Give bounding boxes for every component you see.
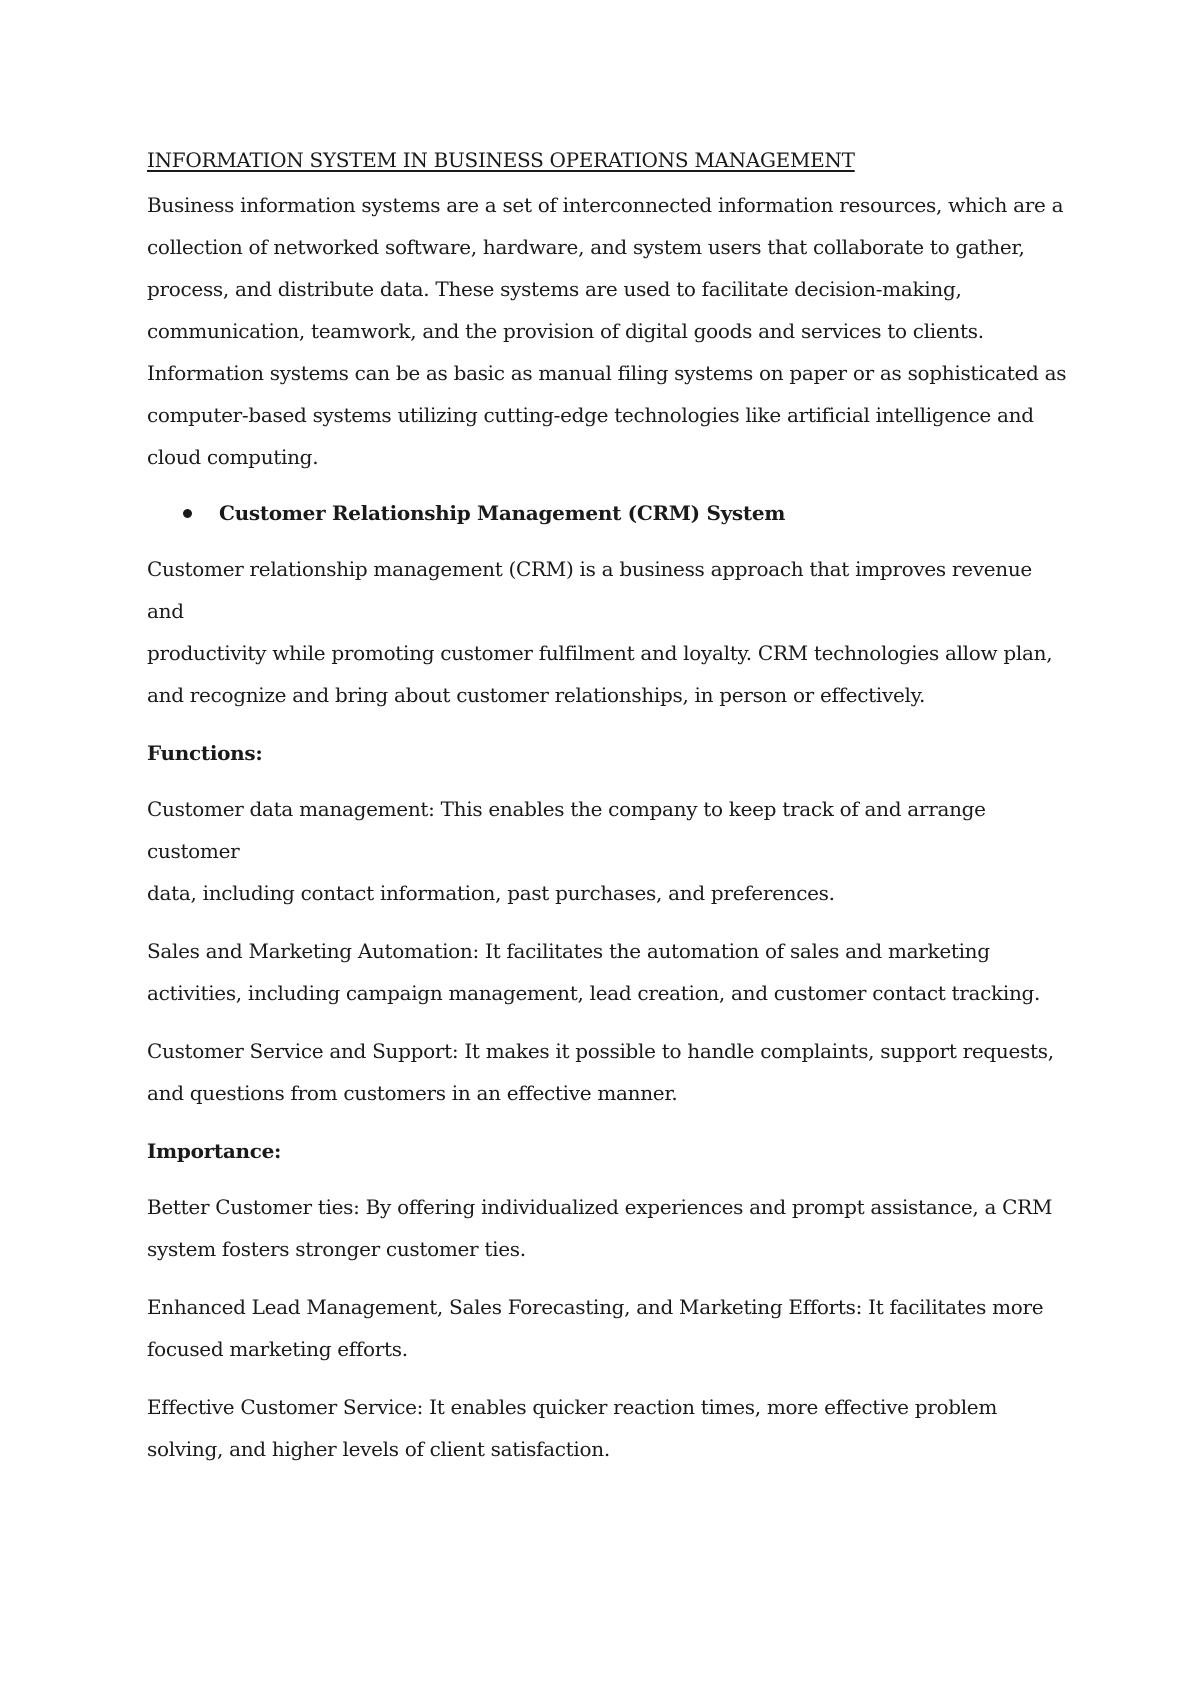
crm-paragraph: [147, 548, 1067, 716]
crm-line: Customer relationship management (CRM) is a business approach that improves revenue and: [147, 557, 1032, 623]
intro-line: Information systems can be as basic as manual filing systems on paper or as sophisticated as: [147, 361, 1067, 385]
function-line: Customer data management: This enables the company to keep track of and arrange customer: [147, 797, 986, 863]
function-line: data, including contact information, past purchases, and preferences.: [147, 881, 835, 905]
function-line: and questions from customers in an effective manner.: [147, 1081, 678, 1105]
bullet-icon: [183, 509, 192, 518]
function-paragraph: [147, 930, 1067, 1014]
importance-line: Enhanced Lead Management, Sales Forecasting, and Marketing Efforts: It facilitates more: [147, 1295, 1044, 1319]
importance-line: Better Customer ties: By offering individualized experiences and prompt assistance, a CRM: [147, 1195, 1053, 1219]
importance-paragraph: [147, 1386, 1067, 1470]
importance-heading: Importance:: [147, 1139, 282, 1163]
intro-line: process, and distribute data. These systems are used to facilitate decision-making,: [147, 277, 962, 301]
intro-line: computer-based systems utilizing cutting-edge technologies like artificial intelligence and: [147, 403, 1034, 427]
function-paragraph: [147, 788, 1067, 914]
functions-heading: Functions:: [147, 741, 263, 765]
function-line: activities, including campaign management, lead creation, and customer contact tracking.: [147, 981, 1041, 1005]
crm-line: productivity while promoting customer fulfilment and loyalty. CRM technologies allow plan,: [147, 641, 1053, 665]
function-line: Customer Service and Support: It makes it possible to handle complaints, support requests,: [147, 1039, 1054, 1063]
importance-line: Effective Customer Service: It enables quicker reaction times, more effective problem: [147, 1395, 997, 1419]
crm-line: and recognize and bring about customer relationships, in person or effectively.: [147, 683, 926, 707]
importance-paragraph: [147, 1286, 1067, 1370]
intro-line: communication, teamwork, and the provision of digital goods and services to clients.: [147, 319, 984, 343]
document-page: [147, 146, 1067, 1486]
importance-line: solving, and higher levels of client satisfaction.: [147, 1437, 610, 1461]
importance-line: system fosters stronger customer ties.: [147, 1237, 526, 1261]
intro-line: Business information systems are a set of interconnected information resources, which are a: [147, 193, 1064, 217]
importance-paragraph: [147, 1186, 1067, 1270]
function-line: Sales and Marketing Automation: It facilitates the automation of sales and marketing: [147, 939, 990, 963]
importance-line: focused marketing efforts.: [147, 1337, 408, 1361]
intro-line: cloud computing.: [147, 445, 319, 469]
function-paragraph: [147, 1030, 1067, 1114]
intro-paragraph: [147, 184, 1067, 478]
intro-line: collection of networked software, hardware, and system users that collaborate to gather,: [147, 235, 1025, 259]
document-title: INFORMATION SYSTEM IN BUSINESS OPERATIONS MANAGEMENT: [147, 148, 855, 172]
bullet-item-crm: [147, 492, 1067, 534]
bullet-heading: Customer Relationship Management (CRM) System: [219, 501, 786, 525]
